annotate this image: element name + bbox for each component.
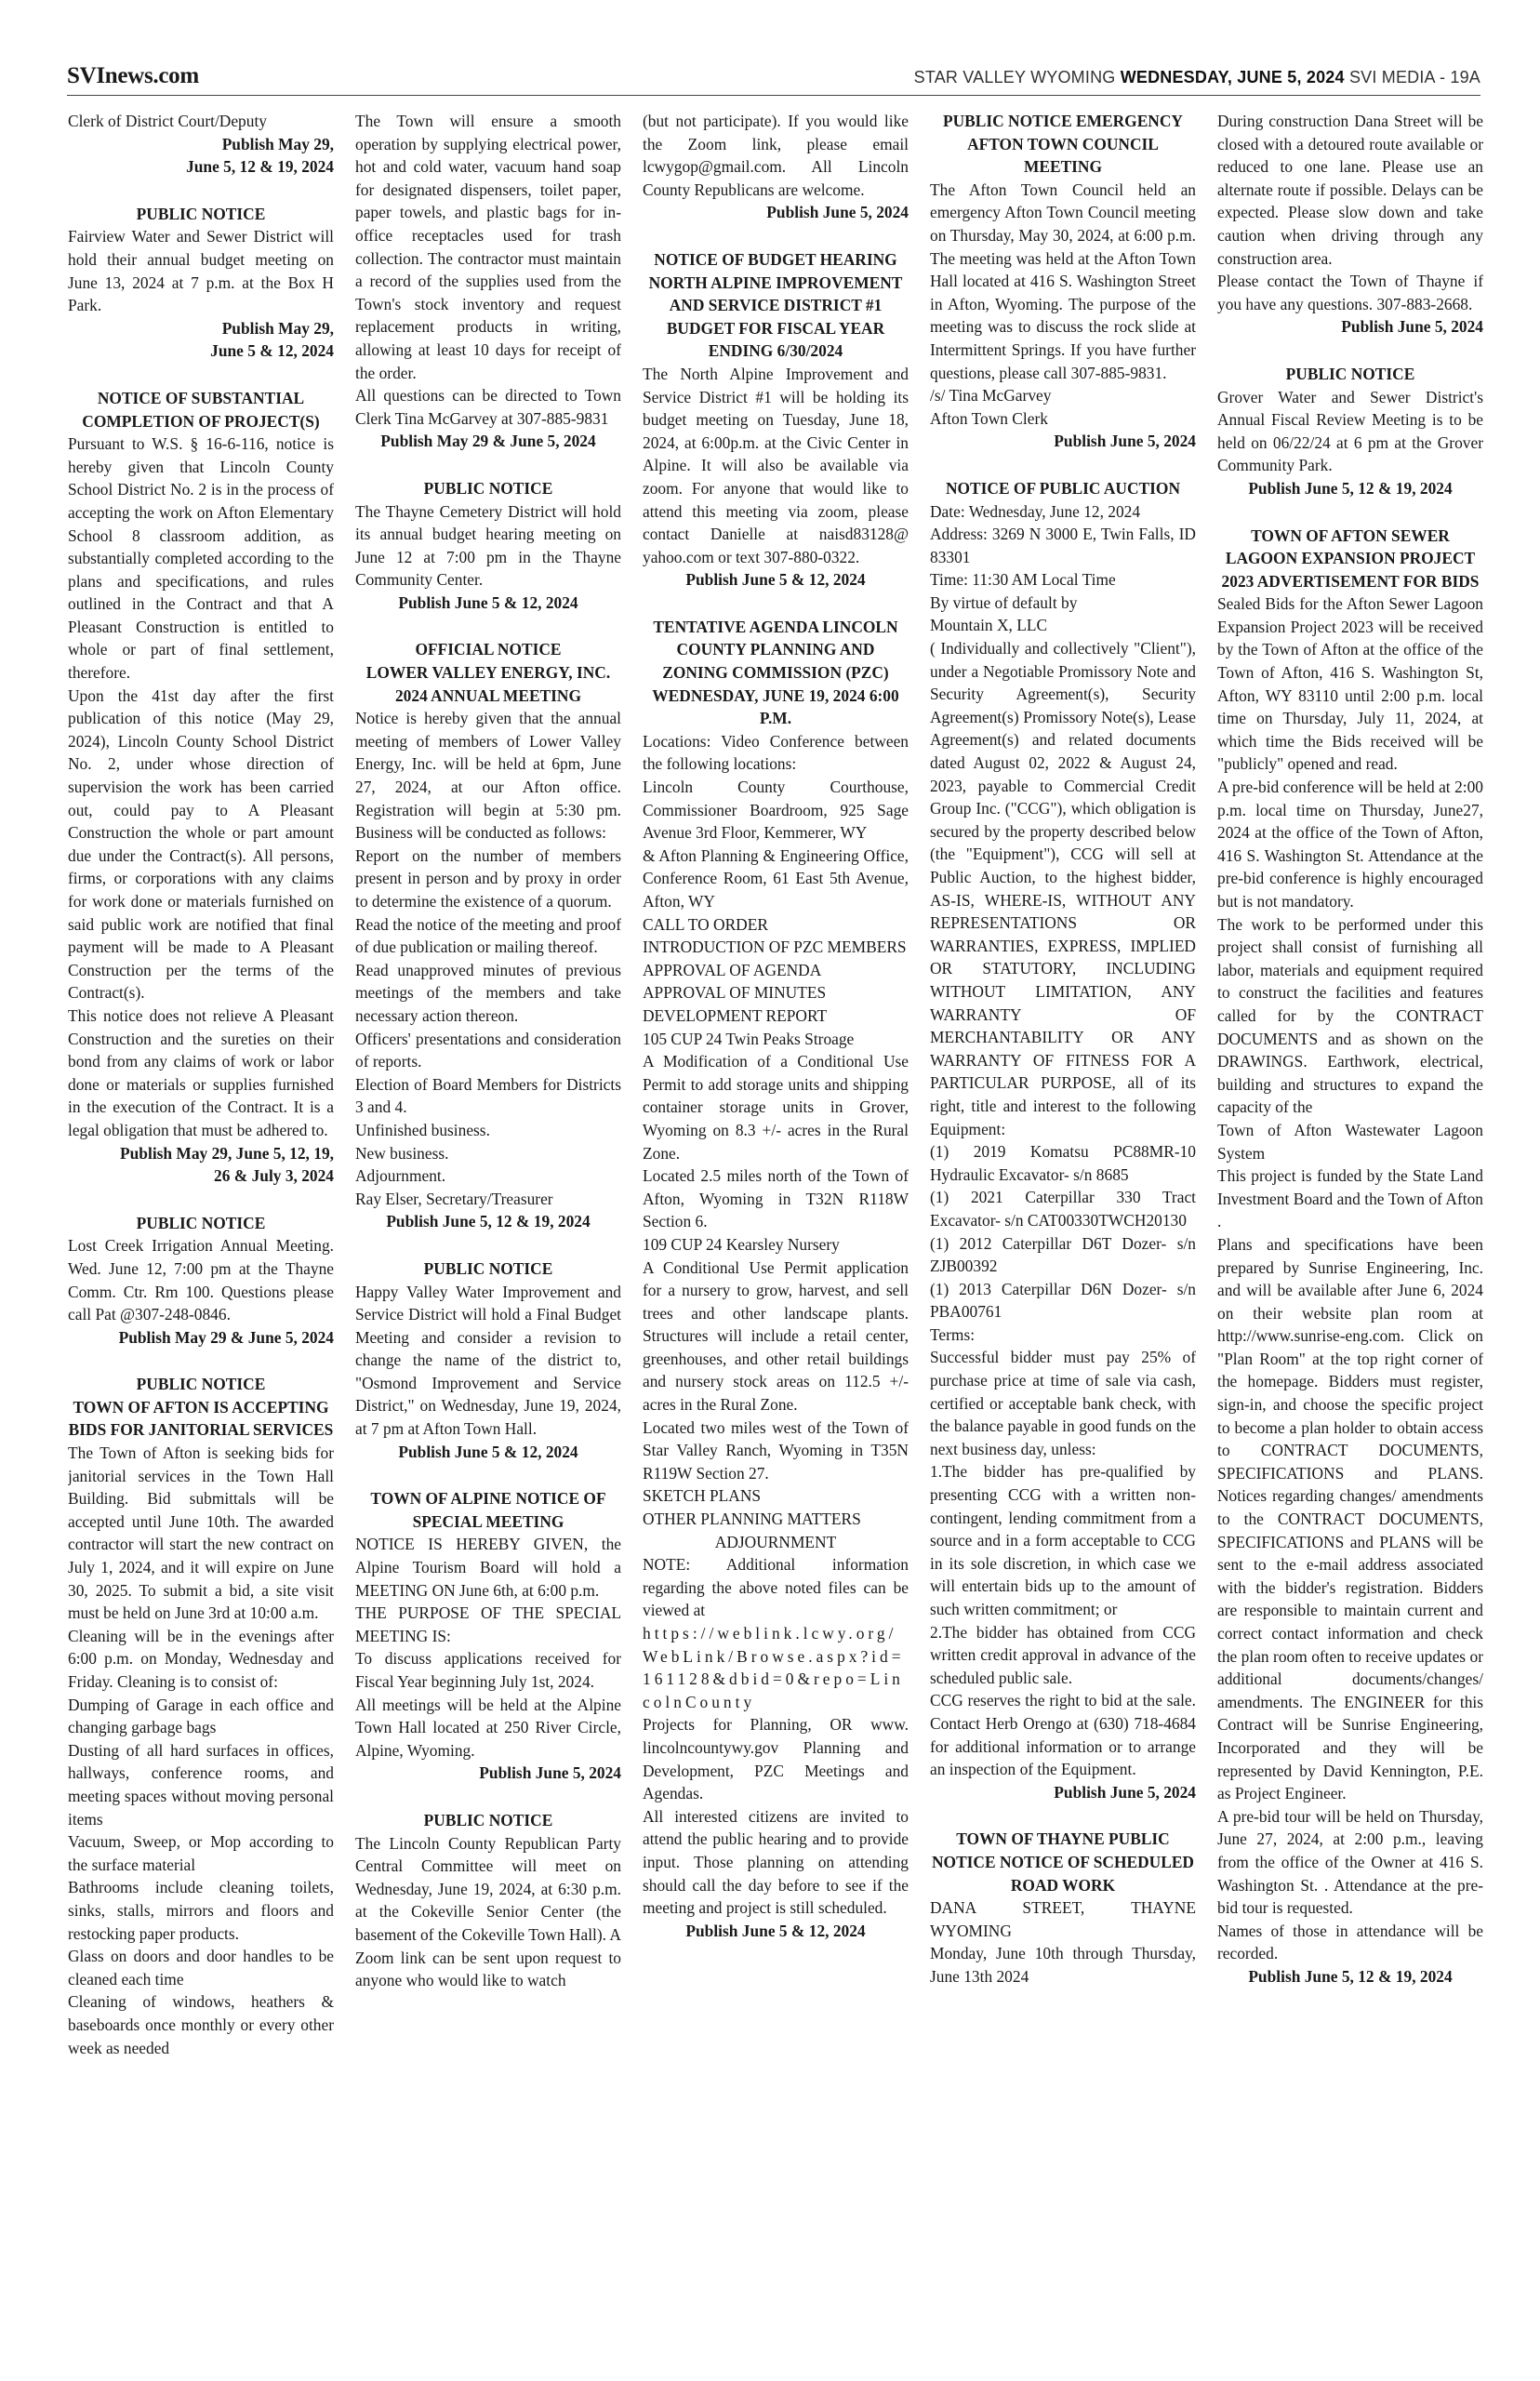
masthead-date: WEDNESDAY, JUNE 5, 2024 <box>1120 68 1345 86</box>
notice-text: Report on the number of members present in person and by proxy in order to determine the existence of a quorum. <box>355 845 621 911</box>
masthead <box>914 68 1480 87</box>
site-name: SVInews.com <box>67 63 199 88</box>
publish-line: Publish June 5, 12 & 19, 2024 <box>1248 478 1453 498</box>
notice-text: This project is funded by the State Land Investment Board and the Town of Afton . <box>1217 1166 1483 1231</box>
page-header <box>67 60 1480 97</box>
notice-text: Grover Water and Sewer District's Annual Fiscal Review Meeting is to be held on 06/22/24 at 6 pm at the Grover Community Park. <box>1217 387 1483 475</box>
column-3 <box>643 110 909 2361</box>
notice-title: PUBLIC NOTICE <box>136 1375 266 1394</box>
notice-title: TOWN OF THAYNE PUBLIC NOTICE NOTICE OF SCHEDULED ROAD WORK <box>931 1829 1194 1895</box>
notice-text: (but not participate). If you would like the Zoom link, please email lcwygop@gmail.com. All Lincoln County Republicans are welcome. <box>643 112 909 199</box>
notice-text: DANA STREET, THAYNE WYOMING <box>930 1898 1196 1940</box>
notice-text: THE PURPOSE OF THE SPECIAL MEETING IS: <box>355 1603 621 1645</box>
notice-text: OTHER PLANNING MATTERS <box>643 1510 861 1529</box>
notice-text: During construction Dana Street will be closed with a detoured route available or reduced to one lane. Please use an alternate route if possible. Delays can be expected. Please slow down and take caution when driving through any construction area. <box>1217 112 1483 268</box>
header-rule <box>67 95 1480 96</box>
notice-text: All meetings will be held at the Alpine Town Hall located at 250 River Circle, Alpine, Wyoming. <box>355 1695 621 1760</box>
notice-text: (1) 2013 Caterpillar D6N Dozer- s/n PBA00761 <box>930 1279 1196 1322</box>
publish-line: Publish May 29, <box>221 318 334 338</box>
notice-text: New business. <box>355 1143 449 1163</box>
notice-text: The Thayne Cemetery District will hold its annual budget hearing meeting on June 12 at 7:00 pm in the Thayne Community Center. <box>355 501 621 590</box>
publish-line: Publish June 5, 2024 <box>1054 432 1196 451</box>
column-1 <box>68 110 334 2361</box>
notice-text: Adjournment. <box>355 1166 446 1186</box>
notice-text: All interested citizens are invited to attend the public hearing and to provide input. Those planning on attending should call the day before to see if the meeting and project is still scheduled. <box>643 1806 909 1918</box>
notice-text: The Afton Town Council held an emergency Afton Town Council meeting on Thursday, May 30, 2024, at 6:00 p.m. The meeting was held at the Afton Town Hall located at 416 S. Washington Street in Afton, Wyoming. The purpose of the meeting was to discuss the rock slide at Intermittent Springs. If you have further questions, please call 307-885-9831. <box>930 180 1196 382</box>
notice-text: Read the notice of the meeting and proof of due publication or mailing thereof. <box>355 914 621 957</box>
notice-text: Cleaning will be in the evenings after 6:00 p.m. on Monday, Wednesday and Friday. Cleaning is to consist of: <box>68 1626 334 1691</box>
publish-line: Publish May 29 & June 5, 2024 <box>118 1327 334 1347</box>
notice-text: The Town of Afton is seeking bids for janitorial services in the Town Hall Building. Bid submittals will be accepted until June 10th. The awarded contractor will start the new contract on July 1, 2024, and it will expire on June 30, 2025. To submit a bid, a site visit must be held on June 3rd at 10:00 a.m. <box>68 1443 334 1623</box>
publish-line: Publish June 5, 2024 <box>1054 1782 1196 1802</box>
publish-line: Publish June 5, 2024 <box>1341 317 1483 337</box>
notice-text: DEVELOPMENT REPORT <box>643 1005 828 1025</box>
notice-text: The North Alpine Improvement and Service District #1 will be holding its budget meeting on Tuesday, June 18, 2024, at 6:00p.m. at the Civic Center in Alpine. It will also be available via zoom. For anyone that would like to attend this meeting via zoom, please contact Danielle at naisd83128@ yahoo.com or text 307-880-0322. <box>643 364 909 566</box>
notice-text: (1) 2021 Caterpillar 330 Tract Excavator- s/n CAT00330TWCH20130 <box>930 1188 1196 1230</box>
notice-text: Ray Elser, Secretary/Treasurer <box>355 1189 553 1208</box>
notice-text: Successful bidder must pay 25% of purchase price at time of sale via cash, certified or acceptable bank check, with the balance payable in good funds on the next business day, unless: <box>930 1348 1196 1458</box>
notice-text: Lost Creek Irrigation Annual Meeting. Wed. June 12, 7:00 pm at the Thayne Comm. Ctr. Rm 100. Questions please call Pat @307-248-0846. <box>68 1236 334 1324</box>
notice-text: To discuss applications received for Fiscal Year beginning July 1st, 2024. <box>355 1649 621 1691</box>
notice-text: CALL TO ORDER <box>643 914 768 934</box>
notice-text: Pursuant to W.S. § 16-6-116, notice is hereby given that Lincoln County School District No. 2 is in the process of accepting the work on Afton Elementary School 8 classroom addition, as substantially completed according to the plans and specifications, and rules outlined in the Contract and that A Pleasant Construction is entitled to whole or part of final settlement, therefore. <box>68 434 334 683</box>
notice-text: Fairview Water and Sewer District will hold their annual budget meeting on June 13, 2024 at 7 p.m. at the Box H Park. <box>68 227 334 315</box>
notice-title: TENTATIVE AGENDA LINCOLN COUNTY PLANNING AND ZONING COMMISSION (PZC) WEDNESDAY, JUNE 19, 2024 6:00 P.M. <box>652 617 899 728</box>
notice-text: Read unapproved minutes of previous meetings of the members and take necessary action thereon. <box>355 960 621 1025</box>
notice-text: 2.The bidder has obtained from CCG written credit approval in advance of the scheduled public sale. <box>930 1622 1196 1687</box>
notice-text: Dusting of all hard surfaces in offices, hallways, conference rooms, and meeting spaces without moving personal items <box>68 1740 334 1829</box>
notice-text: (1) 2012 Caterpillar D6T Dozer- s/n ZJB00392 <box>930 1233 1196 1276</box>
notice-text: APPROVAL OF MINUTES <box>643 983 827 1003</box>
notice-text: By virtue of default by <box>930 592 1078 612</box>
notice-text: CCG reserves the right to bid at the sale. Contact Herb Orengo at (630) 718-4684 for additional information or to arrange an inspection of the Equipment. <box>930 1691 1196 1779</box>
notice-title: PUBLIC NOTICE <box>136 1213 266 1232</box>
notice-text: Address: 3269 N 3000 E, Twin Falls, ID 83301 <box>930 525 1196 566</box>
notice-text: Upon the 41st day after the first publication of this notice (May 29, 2024), Lincoln County School District No. 2, under whose direction of supervision the work has been carried out, could pay to A Pleasant Construction the whole or part amount due under the Contract(s). All persons, firms, or corporations with any claims for work done or materials furnished on said public work are notified that final payment will be made to A Pleasant Construction per the terms of the Contract(s). <box>68 685 334 1003</box>
notice-text: Notice is hereby given that the annual meeting of members of Lower Valley Energy, Inc. will be held at 6pm, June 27, 2024, at our Afton office. Registration will begin at 5:30 pm. Business will be conducted as follows: <box>355 709 621 843</box>
notice-text: 109 CUP 24 Kearsley Nursery <box>643 1234 840 1254</box>
notice-text: SKETCH PLANS <box>643 1486 762 1506</box>
notice-text: Unfinished business. <box>355 1120 490 1139</box>
notice-text: A Conditional Use Permit application for a nursery to grow, harvest, and sell trees and other landscape plants. Structures will include a retail center, greenhouses, and other retail buildings and nursery stock areas on 112.5 +/- acres in the Rural Zone. <box>643 1257 909 1415</box>
notice-text: Projects for Planning, OR www. lincolncountywy.gov Planning and Development, PZC Meetings and Agendas. <box>643 1715 909 1803</box>
publish-line: Publish May 29, June 5, 12, 19, <box>120 1143 334 1163</box>
notice-text: The Town will ensure a smooth operation by supplying electrical power, hot and cold water, vacuum hand soap for designated dispensers, toilet paper, paper towels, and plastic bags for in-office receptacles used for trash collection. The contractor must maintain a record of the supplies used from the Town's stock inventory and request replacement products in writing, allowing at least 10 days for receipt of the order. <box>355 112 621 382</box>
notice-title: TOWN OF ALPINE NOTICE OF SPECIAL MEETING <box>370 1489 606 1531</box>
notice-text: 105 CUP 24 Twin Peaks Stroage <box>643 1029 855 1048</box>
notice-text: Vacuum, Sweep, or Mop according to the surface material <box>68 1832 334 1874</box>
notice-text: Mountain X, LLC <box>930 616 1048 635</box>
publish-line: June 5, 12 & 19, 2024 <box>186 157 334 177</box>
publish-line: Publish June 5 & 12, 2024 <box>398 592 578 612</box>
notice-text: Bathrooms include cleaning toilets, sinks, stalls, mirrors and floors and restocking paper products. <box>68 1878 334 1943</box>
notice-title: OFFICIAL NOTICE <box>415 640 562 659</box>
publish-line: Publish June 5, 2024 <box>766 203 909 222</box>
notice-text: Please contact the Town of Thayne if you have any questions. 307-883-2668. <box>1217 272 1483 313</box>
publish-line: Publish May 29 & June 5, 2024 <box>380 432 596 451</box>
notice-text: NOTE: Additional information regarding the above noted files can be viewed at <box>643 1555 909 1620</box>
notice-title: TOWN OF AFTON IS ACCEPTING BIDS FOR JANITORIAL SERVICES <box>68 1397 334 1440</box>
notice-text: Monday, June 10th through Thursday, June 13th 2024 <box>930 1944 1196 1986</box>
notice-text: Terms: <box>930 1324 976 1344</box>
notice-title: PUBLIC NOTICE <box>423 1810 553 1829</box>
notice-text: /s/ Tina McGarvey <box>930 386 1052 406</box>
notice-text: Date: Wednesday, June 12, 2024 <box>930 501 1141 521</box>
notice-text: & Afton Planning & Engineering Office, Conference Room, 61 East 5th Avenue, Afton, WY <box>643 845 909 911</box>
notice-text: Town of Afton Wastewater Lagoon System <box>1217 1120 1483 1163</box>
notice-title: PUBLIC NOTICE <box>423 1258 553 1278</box>
notice-text: Officers' presentations and consideration of reports. <box>355 1029 621 1071</box>
notice-text: Sealed Bids for the Afton Sewer Lagoon Expansion Project 2023 will be received by the Town of Afton at the office of the Town of Afton, 416 S. Washington St, Afton, WY 83110 until 2:00 p.m. local time on Thursday, July 11, 2024, at which time the Bids received will be "publicly" opened and read. <box>1217 594 1483 774</box>
notice-text: NOTICE IS HEREBY GIVEN, the Alpine Tourism Board will hold a MEETING ON June 6th, at 6:00 p.m. <box>355 1535 621 1600</box>
notice-text: INTRODUCTION OF PZC MEMBERS <box>643 938 907 957</box>
publish-line: Publish June 5 & 12, 2024 <box>685 570 866 590</box>
notice-text: Names of those in attendance will be recorded. <box>1217 1921 1483 1963</box>
publish-line: Publish May 29, <box>221 134 334 153</box>
notice-title: NOTICE OF PUBLIC AUCTION <box>945 478 1181 498</box>
notice-text: Clerk of District Court/Deputy <box>68 112 267 130</box>
publish-line: 26 & July 3, 2024 <box>214 1166 334 1186</box>
publish-line: Publish June 5 & 12, 2024 <box>398 1442 578 1461</box>
notice-text: A pre-bid conference will be held at 2:00 p.m. local time on Thursday, June27, 2024 at the office of the Town of Afton, 416 S. Washington St. Attendance at the pre-bid conference is highly encouraged but is not mandatory. <box>1217 778 1483 911</box>
notice-text: APPROVAL OF AGENDA <box>643 960 822 979</box>
notice-text: Dumping of Garage in each office and changing garbage bags <box>68 1695 334 1737</box>
notice-text: This notice does not relieve A Pleasant Construction and the sureties on their bond from any claims of work or labor done or materials or supplies furnished in the execution of the Contract. It is a legal obligation that must be adhered to. <box>68 1005 334 1139</box>
notice-text: The work to be performed under this project shall consist of furnishing all labor, materials and equipment required to construct the facilities and features called for by the CONTRACT DOCUMENTS and as shown on the DRAWINGS. Earthwork, electrical, building and structures to expand the capacity of the <box>1217 914 1483 1117</box>
publish-line: Publish June 5, 12 & 19, 2024 <box>1248 1966 1453 1986</box>
notice-text: Election of Board Members for Districts 3 and 4. <box>355 1074 621 1117</box>
notice-text: The Lincoln County Republican Party Central Committee will meet on Wednesday, June 19, 2024, at 6:30 p.m. at the Cokeville Senior Center (the basement of the Cokeville Town Hall). A Zoom link can be sent upon request to anyone who would like to watch <box>355 1833 621 1990</box>
notice-text: Plans and specifications have been prepared by Sunrise Engineering, Inc. and will be available after June 6, 2024 on their website plan room at http://www.sunrise-eng.com. Click on "Plan Room" at the top right corner of the homepage. Bidders must register, sign-in, and choose the specific project to become a plan holder to obtain access to CONTRACT DOCUMENTS, SPECIFICATIONS and PLANS. Notices regarding changes/ amendments to the CONTRACT DOCUMENTS, SPECIFICATIONS and PLANS will be sent to the e-mail address associated with the bidder's registration. Bidders are responsible to maintain current and correct contact information and check the plan room often to receive updates or additional documents/changes/ amendments. The ENGINEER for this Contract will be Sunrise Engineering, Incorporated and they will be represented by David Kennington, P.E. as Project Engineer. <box>1217 1234 1483 1803</box>
publish-line: Publish June 5, 2024 <box>479 1763 621 1783</box>
notice-title: TOWN OF AFTON SEWER LAGOON EXPANSION PROJECT 2023 ADVERTISEMENT FOR BIDS <box>1221 525 1480 591</box>
notice-title: PUBLIC NOTICE EMERGENCY AFTON TOWN COUNCIL MEETING <box>943 112 1183 177</box>
notice-title: NOTICE OF SUBSTANTIAL COMPLETION OF PROJECT(S) <box>82 388 320 431</box>
notice-title: PUBLIC NOTICE <box>1285 364 1415 383</box>
notice-text: Located two miles west of the Town of Star Valley Ranch, Wyoming in T35N R119W Section 27. <box>643 1417 909 1483</box>
notice-text: Locations: Video Conference between the following locations: <box>643 731 909 774</box>
notice-text: ( Individually and collectively "Client"), under a Negotiable Promissory Note and Security Agreement(s), Security Agreement(s) Promissory Note(s), Lease Agreement(s) and related documents dated August 02, 2022 & August 24, 2023, payable to Commercial Credit Group Inc. ("CCG"), which obligation is secured by the property described below (the "Equipment"), CCG will sell at Public Auction, to the highest bidder, AS-IS, WHERE-IS, WITHOUT ANY REPRESENTATIONS OR WARRANTIES, EXPRESS, IMPLIED OR STATUTORY, INCLUDING WITHOUT LIMITATION, ANY WARRANTY OF MERCHANTABILITY OR ANY WARRANTY OF FITNESS FOR A PARTICULAR PURPOSE, all of its right, title and interest to the following Equipment: <box>930 639 1196 1138</box>
publish-line: Publish June 5, 12 & 19, 2024 <box>386 1212 591 1231</box>
notice-text: Lincoln County Courthouse, Commissioner Boardroom, 925 Sage Avenue 3rd Floor, Kemmerer, WY <box>643 778 909 843</box>
publish-line: Publish June 5 & 12, 2024 <box>685 1921 866 1940</box>
notice-text: Happy Valley Water Improvement and Service District will hold a Final Budget Meeting and consider a revision to change the name of the district to, "Osmond Improvement and Service District," on Wednesday, June 19, 2024, at 7 pm at Afton Town Hall. <box>355 1282 621 1439</box>
column-2 <box>355 110 621 2361</box>
notice-text: Located 2.5 miles north of the Town of Afton, Wyoming in T32N R118W Section 6. <box>643 1166 909 1231</box>
masthead-page: SVI MEDIA - 19A <box>1348 68 1480 86</box>
column-5 <box>1217 110 1483 2361</box>
notice-title: NOTICE OF BUDGET HEARING NORTH ALPINE IMPROVEMENT AND SERVICE DISTRICT #1 BUDGET FOR FISCAL YEAR ENDING 6/30/2024 <box>648 249 903 361</box>
notice-text: Time: 11:30 AM Local Time <box>930 570 1116 590</box>
publish-line: June 5 & 12, 2024 <box>210 341 334 361</box>
notice-title: LOWER VALLEY ENERGY, INC. 2024 ANNUAL MEETING <box>365 663 611 705</box>
notice-text: Afton Town Clerk <box>930 408 1048 428</box>
notice-text: A Modification of a Conditional Use Permit to add storage units and shipping container storage units in Grover, Wyoming on 8.3 +/- acres in the Rural Zone. <box>643 1052 909 1163</box>
weblink-url[interactable]: https://weblink.lcwy.org/WebLink/Browse.aspx?id=161128&dbid=0&repo=LincolnCounty <box>643 1624 905 1711</box>
notice-text: A pre-bid tour will be held on Thursday, June 27, 2024, at 2:00 p.m., leaving from the office of the Owner at 416 S. Washington St. . Attendance at the pre-bid tour is requested. <box>1217 1806 1483 1918</box>
notice-title: PUBLIC NOTICE <box>423 478 553 498</box>
notice-text: Cleaning of windows, heathers & baseboards once monthly or every other week as needed <box>68 1992 334 2057</box>
notice-text: ADJOURNMENT <box>714 1532 837 1551</box>
column-4 <box>930 110 1196 2361</box>
notice-text: All questions can be directed to Town Clerk Tina McGarvey at 307-885-9831 <box>355 386 621 428</box>
notice-text: 1.The bidder has pre-qualified by presenting CCG with a written non-contingent, lending commitment from a source and in a form acceptable to CCG in its sole discretion, in which case we will entertain bids up to the amount of such written commitment; or <box>930 1462 1196 1618</box>
notice-title: PUBLIC NOTICE <box>136 204 266 223</box>
notice-text: Glass on doors and door handles to be cleaned each time <box>68 1947 334 1989</box>
masthead-location: STAR VALLEY WYOMING <box>913 68 1116 86</box>
notice-text: (1) 2019 Komatsu PC88MR-10 Hydraulic Excavator- s/n 8685 <box>930 1142 1196 1184</box>
